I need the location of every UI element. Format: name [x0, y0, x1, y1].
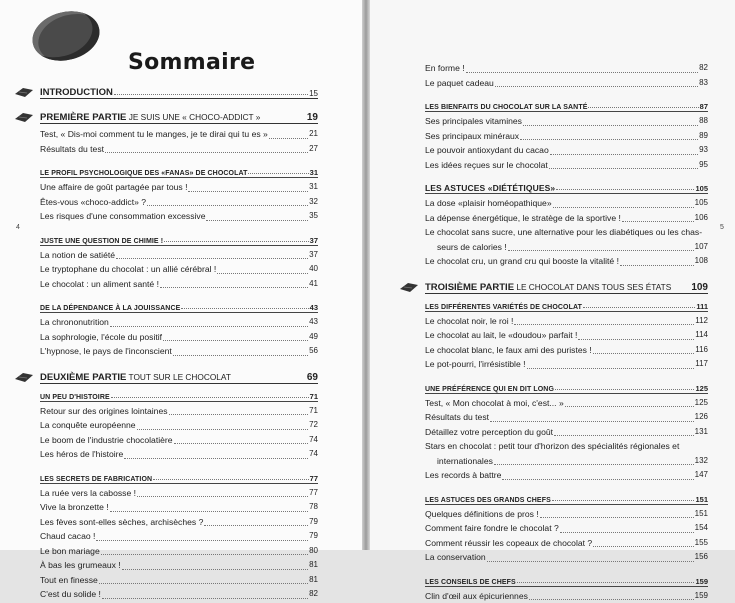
- toc-entry: Le chocolat cru, un grand cru qui booste la vitalité ! 108: [425, 254, 708, 269]
- toc-entry: seurs de calories ! 107: [425, 240, 708, 255]
- toc-entry: Le chocolat noir, le roi ! 112: [425, 314, 708, 329]
- toc-entry: Détaillez votre perception du goût 131: [425, 425, 708, 440]
- part-label: INTRODUCTION: [40, 87, 113, 98]
- toc-entry: Comment réussir les copeaux de chocolat ? 155: [425, 536, 708, 551]
- toc-entry: Chaud cacao ! 79: [40, 529, 318, 544]
- toc-section-header: UNE PRÉFÉRENCE QUI EN DIT LONG 125: [425, 379, 708, 394]
- part-page: 69: [307, 372, 318, 383]
- toc-part-1: [40, 105, 318, 124]
- toc-entry: L'hypnose, le pays de l'inconscient 56: [40, 344, 318, 359]
- part-page: 109: [691, 282, 708, 293]
- toc-entry: Le pot-pourri, l'irrésistible ! 117: [425, 357, 708, 372]
- toc-entry: La conservation 156: [425, 550, 708, 565]
- toc-entry: Clin d'œil aux épicuriennes 159: [425, 589, 708, 603]
- part-title: LE CHOCOLAT DANS TOUS SES ÉTATS: [514, 282, 671, 292]
- chocolate-bar-icon: [14, 111, 34, 123]
- toc-part-introduction: [40, 80, 318, 99]
- toc-entry: Le bon mariage 80: [40, 544, 318, 559]
- toc-entry: La dépense énergétique, le stratège de la sportive ! 106: [425, 211, 708, 226]
- toc-entry: Le paquet cadeau 83: [425, 76, 708, 91]
- toc-entry: Ses principales vitamines 88: [425, 114, 708, 129]
- part-keyword: PREMIÈRE PARTIE: [40, 112, 126, 123]
- toc-entry: Le chocolat blanc, le faux ami des puristes ! 116: [425, 343, 708, 358]
- toc-section-header: LES CONSEILS DE CHEFS 159: [425, 572, 708, 587]
- toc-section-header: JUSTE UNE QUESTION DE CHIMIE ! 37: [40, 231, 318, 246]
- toc-entry: La chrononutrition 43: [40, 315, 318, 330]
- toc-entry: En forme ! 82: [425, 61, 708, 76]
- toc-entry: Quelques définitions de pros ! 151: [425, 507, 708, 522]
- toc-entry: Résultats du test 126: [425, 410, 708, 425]
- toc-section-header: LES DIFFÉRENTES VARIÉTÉS DE CHOCOLAT 111: [425, 297, 708, 312]
- toc-entry: Tout en finesse 81: [40, 573, 318, 588]
- toc-entry: Test, « Mon chocolat à moi, c'est... » 125: [425, 396, 708, 411]
- toc-entry: Vive la bronzette ! 78: [40, 500, 318, 515]
- toc-section-header: LES ASTUCES DES GRANDS CHEFS 151: [425, 490, 708, 505]
- toc-section-header: UN PEU D'HISTOIRE 71: [40, 387, 318, 402]
- toc-entry: Une affaire de goût partagée par tous ! 31: [40, 180, 318, 195]
- part-title: TOUT SUR LE CHOCOLAT: [126, 372, 231, 382]
- toc-entry: Le pouvoir antioxydant du cacao 93: [425, 143, 708, 158]
- toc-entry: La sophrologie, l'école du positif 49: [40, 330, 318, 345]
- toc-part-3: [425, 275, 708, 294]
- chocolate-bar-icon: [399, 281, 419, 293]
- toc-entry: Êtes-vous «choco-addict» ? 32: [40, 195, 318, 210]
- toc-entry: À bas les grumeaux ! 81: [40, 558, 318, 573]
- toc-entry: Les records à battre 147: [425, 468, 708, 483]
- toc-entry: Le tryptophane du chocolat : un allié cérébral ! 40: [40, 262, 318, 277]
- toc-entry: Les idées reçues sur le chocolat 95: [425, 158, 708, 173]
- toc-entry: Retour sur des origines lointaines 71: [40, 404, 318, 419]
- page-title: Sommaire: [128, 50, 255, 75]
- part-title: JE SUIS UNE « CHOCO-ADDICT »: [126, 112, 260, 122]
- toc-entry: Le chocolat au lait, le «doudou» parfait ! 114: [425, 328, 708, 343]
- part-page: 15: [309, 89, 318, 98]
- part-keyword: DEUXIÈME PARTIE: [40, 372, 126, 383]
- part-page: 19: [307, 112, 318, 123]
- book-gutter: [362, 0, 370, 550]
- toc-entry: Comment faire fondre le chocolat ? 154: [425, 521, 708, 536]
- toc-section-header: LE PROFIL PSYCHOLOGIQUE DES «FANAS» DE CHOCOLAT 31: [40, 163, 318, 178]
- toc-entry: Le chocolat : un aliment santé ! 41: [40, 277, 318, 292]
- toc-entry: La notion de satiété 37: [40, 248, 318, 263]
- toc-entry: La dose «plaisir homéopathique» 105: [425, 196, 708, 211]
- chocolate-bar-icon: [14, 371, 34, 383]
- toc-entry: Résultats du test 27: [40, 142, 318, 157]
- toc-right-column: [425, 61, 708, 603]
- part-keyword: TROISIÈME PARTIE: [425, 282, 514, 293]
- toc-entry: Les risques d'une consommation excessive 35: [40, 209, 318, 224]
- toc-section-header: LES ASTUCES «DIÉTÉTIQUES» 105: [425, 179, 708, 194]
- toc-entry: Stars en chocolat : petit tour d'horizon des spécialités régionales et: [425, 439, 708, 454]
- toc-entry: Les héros de l'histoire 74: [40, 447, 318, 462]
- toc-entry: C'est du solide ! 82: [40, 587, 318, 602]
- toc-entry: La ruée vers la cabosse ! 77: [40, 486, 318, 501]
- toc-entry: Les fèves sont-elles sèches, archisèches ? 79: [40, 515, 318, 530]
- toc-section-header: LES SECRETS DE FABRICATION 77: [40, 469, 318, 484]
- toc-entry: La conquête européenne 72: [40, 418, 318, 433]
- toc-left-column: [40, 80, 318, 602]
- toc-entry: Le chocolat sans sucre, une alternative pour les diabétiques ou les chas-: [425, 225, 708, 240]
- toc-part-2: [40, 365, 318, 384]
- toc-entry: Ses principaux minéraux 89: [425, 129, 708, 144]
- toc-entry: internationales 132: [425, 454, 708, 469]
- toc-entry: Le boom de l'industrie chocolatière 74: [40, 433, 318, 448]
- chocolate-bar-icon: [14, 86, 34, 98]
- left-page-number: 4: [16, 224, 20, 231]
- toc-entry: Test, « Dis-moi comment tu le manges, je te dirai qui tu es » 21: [40, 127, 318, 142]
- toc-section-header: LES BIENFAITS DU CHOCOLAT SUR LA SANTÉ 87: [425, 97, 708, 112]
- right-page-number: 5: [720, 224, 724, 231]
- toc-section-header: DE LA DÉPENDANCE À LA JOUISSANCE 43: [40, 298, 318, 313]
